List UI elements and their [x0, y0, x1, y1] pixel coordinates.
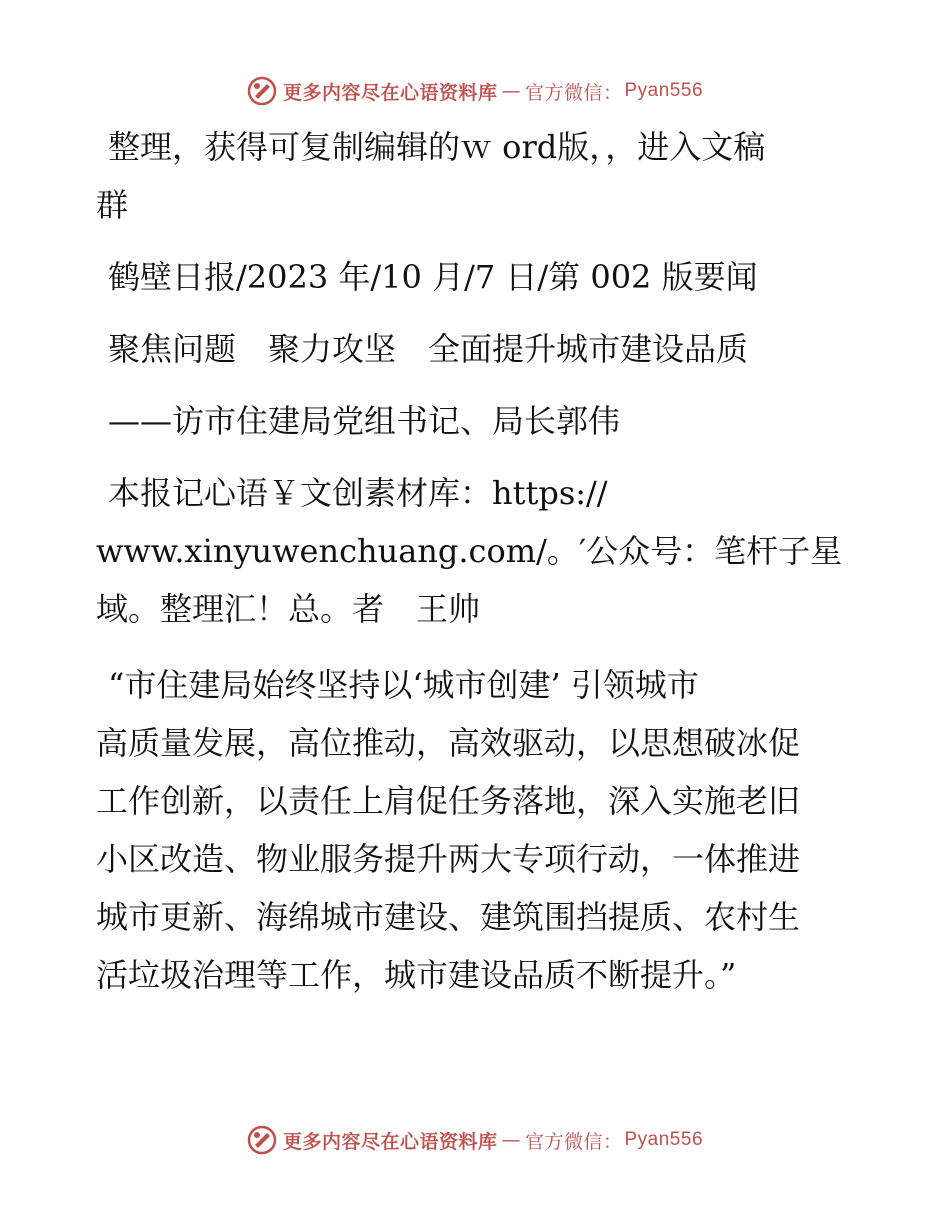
- watermark-footer: [0, 1120, 950, 1160]
- body-line: 城市更新、海绵城市建设、建筑围挡提质、农村生: [96, 898, 801, 936]
- watermark-text: 更多内容尽在心语资料库: [282, 1130, 498, 1153]
- watermark-header: [0, 71, 950, 111]
- watermark-dash: —: [501, 80, 521, 102]
- logo-icon: [247, 76, 277, 106]
- watermark-dash: —: [501, 1129, 521, 1151]
- watermark-text: 更多内容尽在心语资料库: [282, 81, 498, 104]
- source-line-2: www.xinyuwenchuang.com/。′公众号：笔杆子星: [96, 532, 843, 570]
- body-line: 工作创新，以责任上肩促任务落地，深入实施老旧: [96, 782, 801, 820]
- logo-icon: [247, 1125, 277, 1155]
- body-line: 高质量发展，高位推动，高效驱动，以思想破冰促: [96, 724, 801, 762]
- body-line: 活垃圾治理等工作，城市建设品质不断提升。”: [96, 956, 737, 994]
- source-line-1: 本报记心语￥文创素材库：https://: [108, 474, 608, 512]
- dateline: 鹤壁日报/2023 年/10 月/7 日/第 002 版要闻: [108, 258, 758, 296]
- watermark-contact-id: Pyan556: [624, 1129, 704, 1150]
- subhead: ——访市住建局党组书记、局长郭伟: [108, 402, 621, 440]
- headline: 聚焦问题 聚力攻坚 全面提升城市建设品质: [108, 330, 749, 368]
- watermark-contact-label: 官方微信：: [524, 1130, 623, 1153]
- watermark-contact-label: 官方微信：: [524, 81, 623, 104]
- intro-line-continued: 群: [96, 186, 129, 224]
- source-line-3: 域。整理汇！总。者 王帅: [96, 590, 481, 628]
- watermark-contact-id: Pyan556: [624, 80, 704, 101]
- body-line: “市住建局始终坚持以‘城市创建’ 引领城市: [108, 666, 699, 704]
- body-line: 小区改造、物业服务提升两大专项行动，一体推进: [96, 840, 801, 878]
- intro-line: 整理，获得可复制编辑的ｗ ord版，，进入文稿: [108, 128, 766, 166]
- document-body: [96, 118, 856, 1004]
